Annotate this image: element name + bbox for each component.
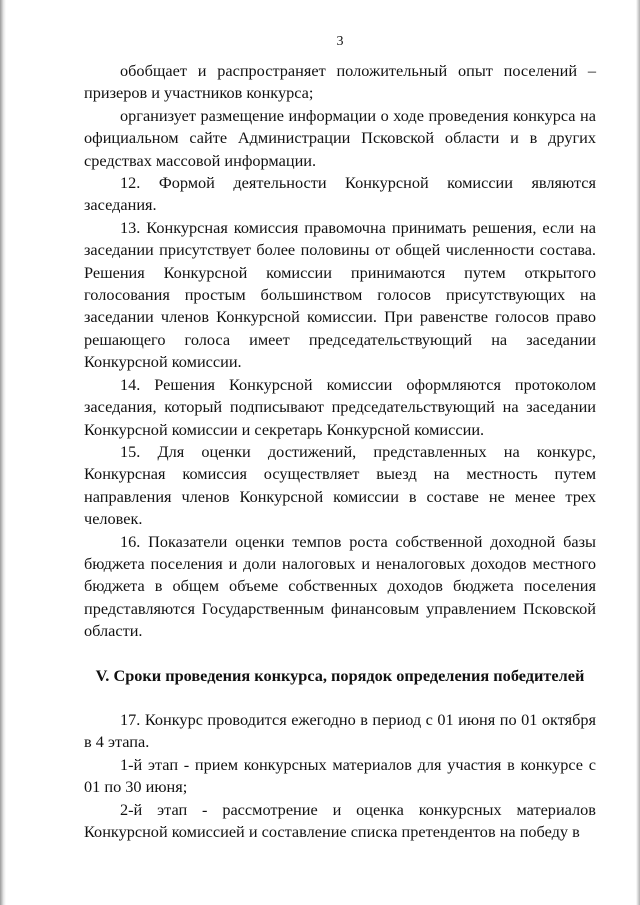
- paragraph-16: 16. Показатели оценки темпов роста собственной доходной базы бюджета поселения и доли налоговых и неналоговых доходов местного бюджета в общем объеме собственных доходов бюджета поселения представляются Государственным финансовым управлением Псковской области.: [84, 531, 596, 641]
- paragraph-stage-2: 2-й этап - рассмотрение и оценка конкурсных материалов Конкурсной комиссией и составление списка претендентов на победу в: [84, 799, 596, 841]
- paragraph-summarizes-experience: обобщает и распространяет положительный опыт поселений – призеров и участников конкурса;: [84, 61, 596, 103]
- paragraph-14: 14. Решения Конкурсной комиссии оформляются протоколом заседания, который подписывают председательствующий на заседании Конкурсной комиссии и секретарь Конкурсной комиссии.: [84, 374, 596, 439]
- paragraph-stage-1: 1-й этап - прием конкурсных материалов для участия в конкурсе с 01 по 30 июня;: [84, 754, 596, 797]
- paragraph-13: 13. Конкурсная комиссия правомочна принимать решения, если на заседании присутствует более половины от общей численности состава. Решения Конкурсной комиссии принимаются путем открытого голосования простым большинством голосов присутствующих на заседании членов Конкурсной комиссии. При равенстве голосов право решающего голоса имеет председательствующий на заседании Конкурсной комиссии.: [84, 217, 596, 372]
- page-number: 3: [336, 34, 344, 49]
- scan-edge-left: [0, 0, 6, 905]
- paragraph-15: 15. Для оценки достижений, представленных на конкурс, Конкурсная комиссия осуществляет выезд на местность путем направления членов Конкурсной комиссии в составе не менее трех человек.: [84, 441, 596, 529]
- paragraph-publishes-information: организует размещение информации о ходе проведения конкурса на официальном сайте Администрации Псковской области и в других средствах массовой информации.: [84, 105, 596, 170]
- scan-edge-right: [636, 0, 640, 905]
- section-heading: V. Сроки проведения конкурса, порядок определения победителей: [95, 665, 585, 685]
- paragraph-17: 17. Конкурс проводится ежегодно в период с 01 июня по 01 октября в 4 этапа.: [84, 709, 596, 752]
- paragraph-12: 12. Формой деятельности Конкурсной комиссии являются заседания.: [84, 173, 596, 215]
